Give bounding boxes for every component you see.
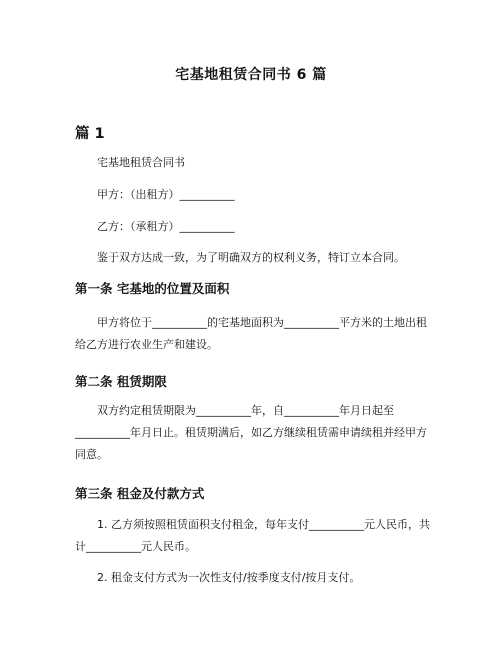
article-3-heading: 第三条 租金及付款方式 [75, 486, 205, 501]
party-b-line: 乙方：（承租方）__________ [97, 220, 235, 233]
article-3-paragraph-2: 2. 租金支付方式为一次性支付/按季度支付/按月支付。 [97, 571, 361, 584]
article-1-paragraph: 甲方将位于__________的宅基地面积为__________平方米的土地出租给乙方进行农业生产和建设。 [75, 316, 427, 351]
document-title: 宅基地租赁合同书 6 篇 [175, 67, 327, 83]
section-title: 篇 1 [75, 126, 105, 142]
article-1-heading: 第一条 宅基地的位置及面积 [75, 281, 230, 296]
article-3-paragraph-1: 1. 乙方须按照租赁面积支付租金，每年支付__________元人民币，共计__________元人民币。 [75, 518, 430, 553]
intro-paragraph: 鉴于双方达成一致，为了明确双方的权利义务，特订立本合同。 [97, 251, 405, 264]
party-a-line: 甲方：（出租方）__________ [97, 188, 235, 201]
contract-name: 宅基地租赁合同书 [97, 156, 185, 169]
article-2-heading: 第二条 租赁期限 [75, 374, 167, 389]
article-2-paragraph: 双方约定租赁期限为__________年，自__________年月日起至__________年月日止。租赁期满后，如乙方继续租赁需申请续租并经甲方同意。 [75, 404, 427, 461]
